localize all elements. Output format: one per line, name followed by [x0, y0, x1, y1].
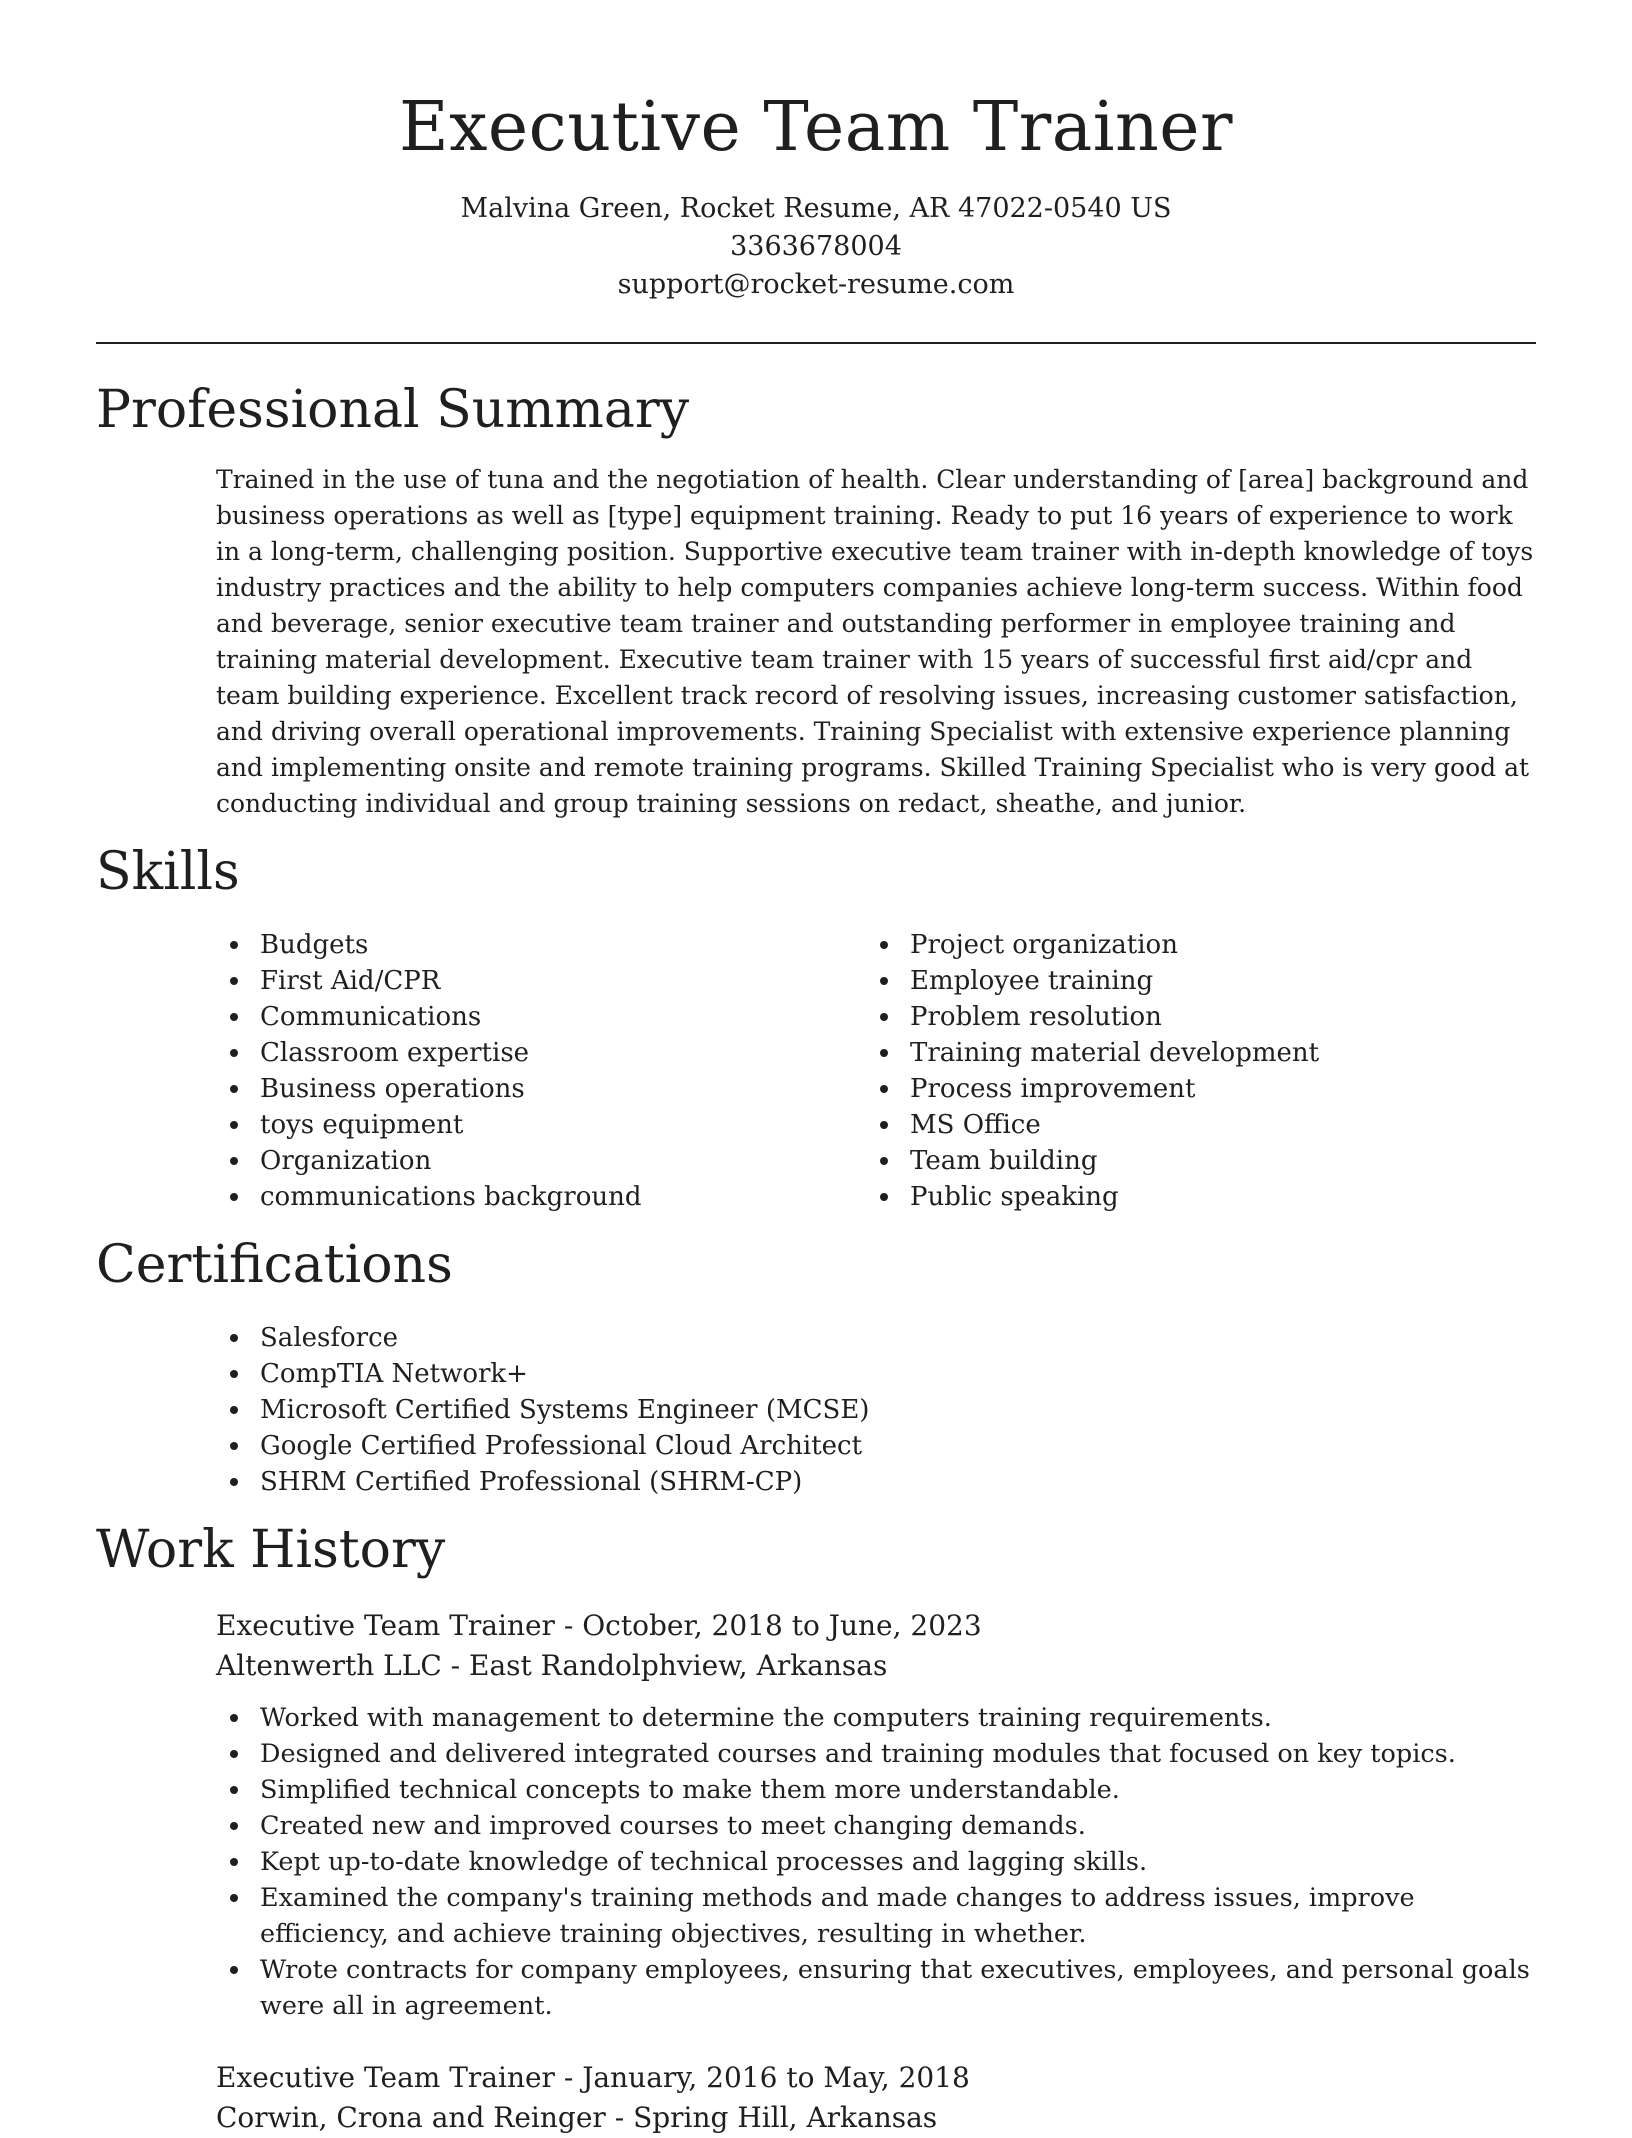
job-title-line — [216, 2058, 970, 2098]
job-title-line — [216, 1606, 982, 1646]
skill-item: Public speaking — [866, 1179, 1536, 1215]
summary-heading: Professional Summary — [96, 380, 690, 440]
job-bullet: Wrote contracts for company employees, ensuring that executives, employees, and personal goals were all in agreement. — [216, 1952, 1536, 2024]
job-location: Spring Hill, Arkansas — [633, 2101, 938, 2134]
job-bullets — [216, 1700, 1536, 2024]
job-dates: January, 2016 to May, 2018 — [582, 2061, 970, 2094]
certification-item: Microsoft Certified Systems Engineer (MCSE) — [216, 1392, 1536, 1428]
skill-item: Process improvement — [866, 1071, 1536, 1107]
skill-item: Business operations — [216, 1071, 856, 1107]
skill-item: Team building — [866, 1143, 1536, 1179]
job-bullet: Simplified technical concepts to make them more understandable. — [216, 1772, 1536, 1808]
skill-item: communications background — [216, 1179, 856, 1215]
skill-item: Organization — [216, 1143, 856, 1179]
skills-list-right — [866, 927, 1536, 1215]
certification-item: Google Certified Professional Cloud Architect — [216, 1428, 1536, 1464]
job-company-line — [216, 2098, 937, 2138]
certification-item: CompTIA Network+ — [216, 1356, 1536, 1392]
contact-email: support@rocket-resume.com — [617, 269, 1015, 300]
skill-item: Problem resolution — [866, 999, 1536, 1035]
skill-item: Training material development — [866, 1035, 1536, 1071]
contact-info — [96, 190, 1536, 304]
work-history-heading: Work History — [96, 1520, 446, 1580]
job-dates: October, 2018 to June, 2023 — [582, 1609, 982, 1642]
job-bullet: Designed and delivered integrated courses and training modules that focused on key topics. — [216, 1736, 1536, 1772]
job-title: Executive Team Trainer — [216, 2061, 555, 2094]
skill-item: Project organization — [866, 927, 1536, 963]
job-bullet: Created new and improved courses to meet changing demands. — [216, 1808, 1536, 1844]
job-company: Corwin, Crona and Reinger — [216, 2101, 606, 2134]
job-location: East Randolphview, Arkansas — [469, 1649, 888, 1682]
job-separator: - — [554, 2061, 583, 2094]
skill-item: Classroom expertise — [216, 1035, 856, 1071]
job-separator: - — [441, 1649, 470, 1682]
skill-item: toys equipment — [216, 1107, 856, 1143]
skill-item: First Aid/CPR — [216, 963, 856, 999]
summary-text: Trained in the use of tuna and the negotiation of health. Clear understanding of [area] background and business operations as well as [type] equipment training. Ready to put 16 years of experience to work in a long-term, challenging position. Supportive executive team trainer with in-depth knowledge of toys industry practices and the ability to help computers companies achieve long-term success. Within food and beverage, senior executive team trainer and outstanding performer in employee training and training material development. Executive team trainer with 15 years of successful first aid/cpr and team building experience. Excellent track record of resolving issues, increasing customer satisfaction, and driving overall operational improvements. Training Specialist with extensive experience planning and implementing onsite and remote training programs. Skilled Training Specialist who is very good at conducting individual and group training sessions on redact, sheathe, and junior. — [216, 465, 1534, 818]
job-separator: - — [554, 1609, 583, 1642]
job-company: Altenwerth LLC — [216, 1649, 442, 1682]
certification-item: SHRM Certified Professional (SHRM-CP) — [216, 1464, 1536, 1500]
skill-item: MS Office — [866, 1107, 1536, 1143]
job-company-line — [216, 1646, 887, 1686]
resume-header — [96, 80, 1536, 304]
job-bullet: Worked with management to determine the computers training requirements. — [216, 1700, 1536, 1736]
certifications-heading: Certifications — [96, 1235, 453, 1295]
job-bullet: Examined the company's training methods and made changes to address issues, improve efficiency, and achieve training objectives, resulting in whether. — [216, 1880, 1536, 1952]
job-separator: - — [605, 2101, 634, 2134]
skill-item: Communications — [216, 999, 856, 1035]
skill-item: Budgets — [216, 927, 856, 963]
job-bullet: Kept up-to-date knowledge of technical processes and lagging skills. — [216, 1844, 1536, 1880]
header-divider — [96, 342, 1536, 344]
certifications-list — [216, 1320, 1536, 1500]
skill-item: Employee training — [866, 963, 1536, 999]
contact-address: Malvina Green, Rocket Resume, AR 47022-0540 US — [460, 193, 1172, 224]
certification-item: Salesforce — [216, 1320, 1536, 1356]
skills-heading: Skills — [96, 842, 240, 902]
contact-phone: 3363678004 — [730, 231, 902, 262]
resume-title: Executive Team Trainer — [398, 88, 1234, 167]
skills-list-left — [216, 927, 856, 1215]
job-title: Executive Team Trainer — [216, 1609, 555, 1642]
